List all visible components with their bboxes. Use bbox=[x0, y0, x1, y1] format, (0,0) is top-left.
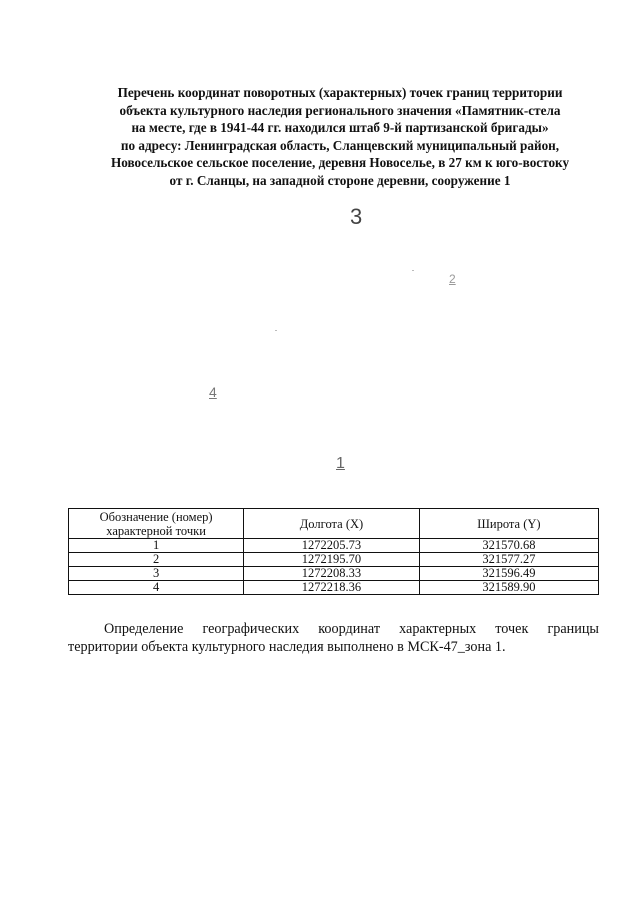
table-header-row bbox=[69, 509, 599, 539]
cell-y: 321589.90 bbox=[419, 581, 598, 595]
title-line-6: от г. Сланцы, на западной стороне деревни, сооружение 1 bbox=[169, 172, 511, 188]
note-line-1 bbox=[68, 620, 599, 638]
plan-point-label-2: 2 bbox=[449, 272, 456, 286]
header-longitude: Долгота (X) bbox=[244, 509, 420, 539]
plan-point-label-1: 1 bbox=[336, 455, 345, 472]
table-row bbox=[69, 581, 599, 595]
title-line-4: по адресу: Ленинградская область, Сланцевский муниципальный район, bbox=[120, 137, 560, 153]
table-row bbox=[69, 567, 599, 581]
plan-speck bbox=[275, 330, 277, 331]
coordinate-system-note bbox=[68, 620, 599, 656]
note-word: координат bbox=[318, 621, 381, 637]
note-word: географических bbox=[202, 621, 300, 637]
title-line-2: объекта культурного наследия регионального значения «Памятник-стела bbox=[119, 102, 561, 118]
cell-point: 4 bbox=[69, 581, 244, 595]
plan-point-label-3: 3 bbox=[350, 204, 363, 229]
cell-point: 3 bbox=[69, 567, 244, 581]
note-word: характерных bbox=[399, 621, 477, 637]
header-latitude: Широта (Y) bbox=[419, 509, 598, 539]
cell-y: 321596.49 bbox=[419, 567, 598, 581]
table-row bbox=[69, 539, 599, 553]
cell-x: 1272218.36 bbox=[244, 581, 420, 595]
title-line-3: на месте, где в 1941-44 гг. находился штаб 9-й партизанской бригады» bbox=[131, 120, 549, 135]
cell-y: 321577.27 bbox=[419, 553, 598, 567]
cell-point: 1 bbox=[69, 539, 244, 553]
note-word: границы bbox=[547, 621, 599, 637]
title-line-1: Перечень координат поворотных (характерных) точек границ территории bbox=[117, 85, 563, 100]
title-line-5: Новосельское сельское поселение, деревня Новоселье, в 27 км к юго-востоку bbox=[110, 155, 570, 170]
coordinates-table bbox=[68, 508, 599, 595]
cell-point: 2 bbox=[69, 553, 244, 567]
plan-point-label-4: 4 bbox=[209, 384, 217, 400]
cell-x: 1272208.33 bbox=[244, 567, 420, 581]
cell-x: 1272195.70 bbox=[244, 553, 420, 567]
note-word: точек bbox=[495, 621, 529, 637]
header-point-number: Обозначение (номер) характерной точки bbox=[69, 509, 244, 539]
document-title bbox=[60, 84, 620, 189]
plan-speck bbox=[412, 270, 414, 271]
note-word: Определение bbox=[104, 621, 184, 637]
cell-x: 1272205.73 bbox=[244, 539, 420, 553]
table-row bbox=[69, 553, 599, 567]
cell-y: 321570.68 bbox=[419, 539, 598, 553]
note-line-2: территории объекта культурного наследия выполнено в МСК-47_зона 1. bbox=[68, 639, 506, 655]
